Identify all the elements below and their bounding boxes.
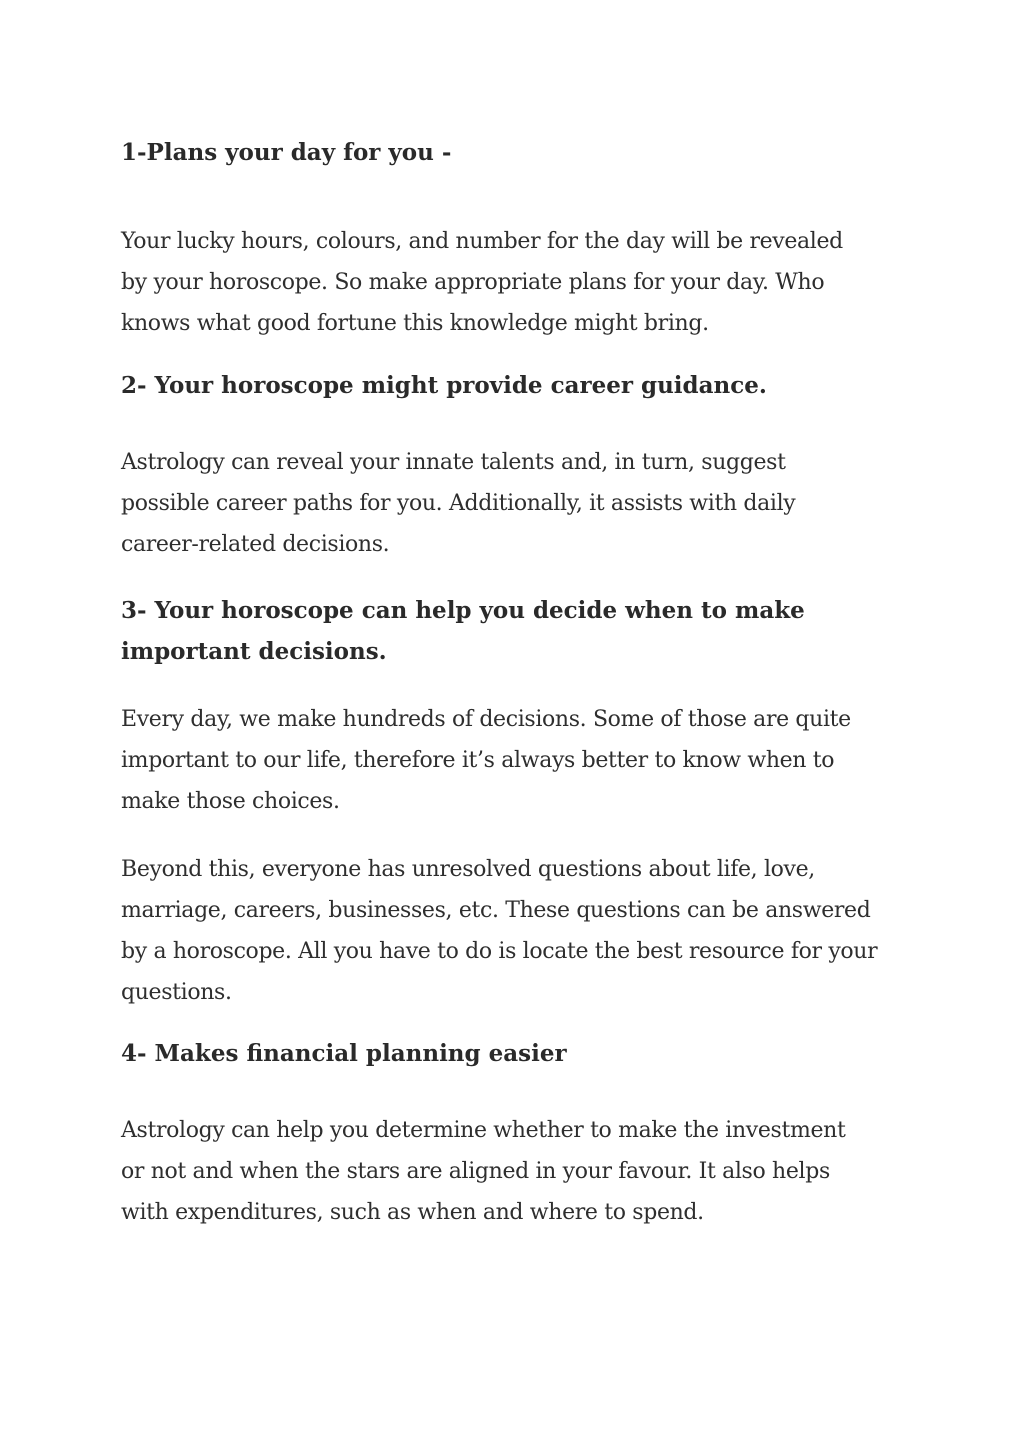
section-2-paragraph: [121, 442, 911, 565]
paragraph-line: knows what good fortune this knowledge might bring.: [121, 311, 709, 336]
section-3-paragraph-2: [121, 849, 911, 1013]
section-1-paragraph: [121, 221, 911, 344]
paragraph-line: with expenditures, such as when and where to spend.: [121, 1200, 704, 1225]
paragraph-line: Astrology can help you determine whether to make the investment: [121, 1118, 846, 1143]
section-2-heading: 2- Your horoscope might provide career guidance.: [121, 372, 767, 399]
heading-line: 3- Your horoscope can help you decide when to make: [121, 597, 805, 624]
paragraph-line: marriage, careers, businesses, etc. These questions can be answered: [121, 898, 871, 923]
paragraph-line: or not and when the stars are aligned in your favour. It also helps: [121, 1159, 830, 1184]
paragraph-line: possible career paths for you. Additionally, it assists with daily: [121, 491, 796, 516]
section-4-paragraph: [121, 1110, 911, 1233]
section-3-heading: [121, 590, 911, 672]
section-1-heading: 1-Plans your day for you -: [121, 139, 452, 166]
paragraph-line: important to our life, therefore it’s always better to know when to: [121, 748, 835, 773]
paragraph-line: Your lucky hours, colours, and number for the day will be revealed: [121, 229, 843, 254]
paragraph-line: career-related decisions.: [121, 532, 390, 557]
section-3-paragraph-1: [121, 699, 911, 822]
paragraph-line: Beyond this, everyone has unresolved questions about life, love,: [121, 857, 815, 882]
heading-line: important decisions.: [121, 638, 387, 665]
paragraph-line: Every day, we make hundreds of decisions. Some of those are quite: [121, 707, 851, 732]
section-4-heading: 4- Makes financial planning easier: [121, 1040, 567, 1067]
paragraph-line: make those choices.: [121, 789, 340, 814]
paragraph-line: by a horoscope. All you have to do is locate the best resource for your: [121, 939, 878, 964]
paragraph-line: Astrology can reveal your innate talents and, in turn, suggest: [121, 450, 786, 475]
paragraph-line: questions.: [121, 980, 232, 1005]
paragraph-line: by your horoscope. So make appropriate plans for your day. Who: [121, 270, 825, 295]
